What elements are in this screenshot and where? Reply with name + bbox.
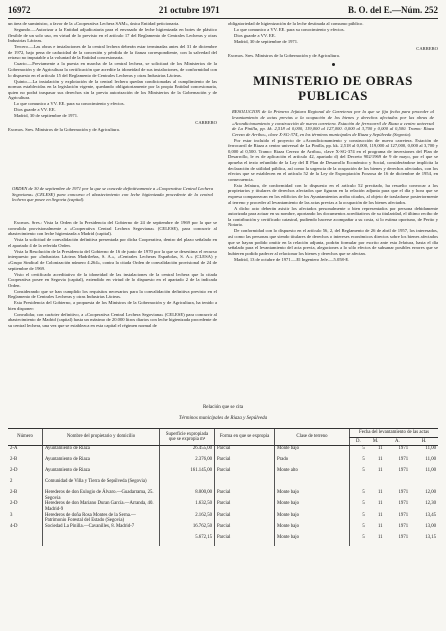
cell-forma: Parcial	[215, 524, 275, 535]
table-row	[8, 501, 438, 512]
cell-nombre: Herederos de don Eulogio de Álvaro.—Guadarrama, 25. Segovia	[43, 490, 160, 501]
paragraph: A dicho acto deberán asistir los afectados personalmente o bien representados por persona debidamente autorizada para actuar en su nombre, aportando los documentos acreditativos de su titularidad, el último recibo de la contribución y certificado catastral, pudiendo hacerse acompañar a su costa, si lo estima oportuno, de Perito y Notario.	[228, 205, 438, 228]
ministry-heading: MINISTERIO DE OBRAS PUBLICAS	[253, 73, 413, 104]
paragraph: Vista la solicitud de convalidación definitiva presentada por dicha Cooperativa, dentro del plazo señalado en el apartado 4 de la referida Orden.	[8, 237, 217, 248]
cell-forma	[215, 479, 275, 490]
cell-m: 11	[377, 457, 383, 463]
cell-forma: Parcial	[215, 535, 275, 546]
signature: CARRERO	[195, 119, 217, 125]
cell-superficie: 2.376,00	[160, 457, 215, 468]
cell-numero: 4-D	[10, 523, 18, 529]
cell-d: 5	[350, 490, 367, 501]
cell-clase: Monte alto	[275, 468, 350, 479]
col-header-a: A.	[385, 437, 411, 446]
cell-h: 13,15	[425, 534, 436, 540]
paragraph: Lo que comunico a VV. EE. para su conocimiento y efectos.	[234, 26, 345, 32]
table-body	[8, 446, 438, 546]
paragraph: Visto el certificado acreditativo de la idoneidad de las instalaciones de la central lechera que la citada Cooperativa posee en Segovia (capital), extendido en virtud de lo dispuesto en el apartado 2 de la indicada Orden.	[8, 271, 217, 288]
signature: CARRERO	[416, 45, 438, 51]
cell-d: 5	[350, 457, 367, 468]
cell-forma: Parcial	[215, 446, 275, 458]
table-row	[8, 457, 438, 468]
cell-m: 11	[377, 446, 383, 452]
paragraph: Por estar incluido el proyecto de «Acondicionamiento y construcción de nueva carretera. Estación de ferrocarril de Riaza a centro universal de La Pinilla, pp. kk. 2,518 al 0,000, 119,000 al 127,000, 0,000 al 3,700 y 0,000 al 0,500. Tramo: Riaza Cerezo de Arriba», clave X-SG-374 en el programa de inversiones del Plan de Desarrollo, le es de aplicación el artículo 42, apartado d) del Decreto 902/1969 de 9 de mayo, por el que se aprueba el texto refundido de la Ley del II Plan de Desarrollo Económico y Social, considerándose implícita la declaración de utilidad pública, así como la urgencia de la ocupación de los bienes y derechos afectados, con los efectos que se establecen en el artículo 52 de la Ley de Expropiación Forzosa de 16 de diciembre de 1954, en consecuencia.	[228, 137, 438, 182]
cell-h: 13,00	[425, 523, 436, 529]
paragraph: Tercero.—Las obras e instalaciones de la central lechera deberán estar terminadas antes del 31 de diciembre de 1972, bajo pena de caducidad de la concesión y pérdida de la fianza correspondiente, con la salvedad del retraso no imputable a la voluntad de la Entidad concesionaria.	[8, 44, 217, 61]
cell-superficie	[160, 479, 215, 490]
cell-h: 11,00	[425, 457, 436, 463]
paragraph: Excmos. Sres.: Vista la Orden de la Presidencia del Gobierno de 24 de septiembre de 1969 por la que se convalida provisionalmente a «Cooperativa Central Lechera Segoviana» (CELESE), para concurrir al abastecimiento con leche higienizada a Madrid (capital).	[8, 220, 217, 237]
cell-m: 11	[377, 490, 383, 496]
cell-m: 11	[377, 468, 383, 474]
cell-m: 11	[377, 534, 383, 540]
paragraph: Convalidar, con carácter definitivo, a «Cooperativa Central Lechera Segoviana» (CELESE) para concurrir al abastecimiento de Madrid (capital) hasta un máximo de 20.000 litros diarios con leche higienizada procedente de su central lechera, una vez que se establezca en esta capital el régimen normal de	[8, 311, 217, 329]
table-row	[8, 446, 438, 458]
col-header-forma: Forma en que se expropia	[215, 429, 275, 446]
cell-superficie: 2.162,50	[160, 513, 215, 524]
paragraph: Dios guarde a VV. EE.	[234, 32, 276, 38]
cell-superficie: 8.000,00	[160, 490, 215, 501]
header-rule	[8, 18, 438, 19]
bullet-icon	[332, 63, 335, 66]
cell-clase: Monte bajo	[275, 446, 350, 458]
expropriation-table	[8, 428, 438, 546]
cell-clase: Monte bajo	[275, 501, 350, 512]
journal-issue: B. O. del E.—Núm. 252	[347, 5, 438, 15]
cell-numero: 2-A	[10, 446, 18, 452]
col-header-d: D.	[350, 437, 367, 446]
paragraph: Madrid, 30 de septiembre de 1971.	[14, 113, 79, 119]
col-header-nombre: Nombre del propietario y domicilio	[43, 429, 160, 446]
cell-h: 11,00	[425, 446, 436, 452]
cell-clase	[275, 479, 350, 490]
cell-d: 5	[350, 468, 367, 479]
cell-nombre	[43, 535, 160, 546]
table-row	[8, 513, 438, 524]
cell-superficie: 1.632,50	[160, 501, 215, 512]
cell-superficie: 161.145,00	[160, 468, 215, 479]
col-header-numero: Número	[8, 429, 43, 446]
cell-a: 1971	[398, 512, 409, 518]
cell-nombre: Comunidad de Villa y Tierra de Sepúlveda (Segovia)	[43, 479, 160, 490]
table-subcaption: Términos municipales de Riaza y Sepúlveda	[178, 416, 268, 421]
cell-numero: 2-D	[10, 501, 18, 507]
left-column-body	[8, 220, 217, 329]
table-caption: Relación que se cita	[202, 405, 244, 410]
cell-numero: 2-D	[10, 468, 18, 474]
paragraph: Considerando que se han cumplido los requisitos necesarios para la convalidación definitiva previsto en el Reglamento de Centrales Lecheras y otras Industrias Lácteas.	[8, 288, 217, 300]
cell-nombre: Ayuntamiento de Riaza	[43, 446, 160, 458]
paragraph: Vista la Resolución de la Presidencia del Gobierno de 16 de junio de 1970 por la que se desestima el recurso interpuesto por «Industrias Lácteas Madrileñas, S. A.», «Centrales Lecheras Españolas, S. A.» (CLESA) y «Grupo Sindical de Colonización número 4.264», contra la citada Orden de convalidación provisional de 24 de septiembre de 1969.	[8, 248, 217, 271]
col-header-h: H.	[410, 437, 438, 446]
cell-nombre: Ayuntamiento de Riaza	[43, 468, 160, 479]
addressee: Excmos. Sres. Ministros de la Gobernación y de Agricultura.	[228, 53, 340, 59]
cell-a	[385, 479, 411, 490]
cell-numero	[8, 535, 43, 546]
cell-d	[350, 479, 367, 490]
right-column	[228, 21, 438, 263]
cell-nombre: Herederos de don Mariano Duran García.—Arranda, 40. Madrid-9	[43, 501, 160, 512]
cell-nombre: Sociedad La Pinilla.—Cavanilles, 8. Madrid-7	[43, 524, 160, 535]
cell-clase: Monte bajo	[275, 535, 350, 546]
cell-a: 1971	[398, 446, 409, 452]
cell-h: 11,00	[425, 468, 436, 474]
paragraph: un área de suministro, a favor de la «Cooperativa Lechera SAM», única Entidad peticionaria.	[8, 21, 180, 26]
cell-nombre: Ayuntamiento de Riaza	[43, 457, 160, 468]
addressee: Excmos. Sres. Ministros de la Gobernación y de Agricultura.	[8, 127, 120, 133]
left-column	[8, 21, 217, 133]
cell-clase: Prado	[275, 457, 350, 468]
cell-h	[410, 479, 438, 490]
paragraph: Cuarto.—Previamente a la puesta en marcha de la central lechera, se solicitará de los Ministerios de la Gobernación y de Agricultura la certificación que acredite la idoneidad de sus instalaciones, de conformidad con lo dispuesto en el artículo 15 del Reglamento de Centrales Lecheras y otras Industrias Lácteas.	[8, 61, 217, 78]
col-header-superficie: Superficie expropiada que se expropia m²	[160, 429, 215, 446]
cell-clase: Monte bajo	[275, 490, 350, 501]
cell-d: 5	[350, 535, 367, 546]
cell-a: 1971	[398, 523, 409, 529]
paragraph: Dios guarde a VV. EE.	[14, 107, 56, 113]
paragraph: Lo que comunico a VV. EE. para su conocimiento y efectos.	[14, 101, 125, 107]
cell-numero: 2-B	[10, 457, 18, 463]
table-row	[8, 535, 438, 546]
cell-numero: 3	[10, 512, 13, 518]
cell-clase: Monte bajo	[275, 513, 350, 524]
cell-d: 5	[350, 513, 367, 524]
paragraph: Esta Jefatura, de conformidad con lo dispuesto en el artículo 52 precitado, ha resuelto convocar a los propietarios y titulares de derechos afectados que figuran en la relación adjunta para que el día y hora que se expresa comparezcan en los edificios de los Ayuntamientos arriba citados, al objeto de trasladarse posteriormente al terreno y proceder al levantamiento de las actas previas a la ocupación de los bienes afectados.	[228, 182, 438, 205]
paragraph: Segundo.—Autorizar a la Entidad adjudicataria para el envasado de leche higienizada en botes de plástico flexible de un solo uso, en virtud de lo previsto en el artículo 17 del Reglamento de Centrales Lecheras y otras Industrias Lácteas.	[8, 26, 217, 44]
cell-a: 1971	[398, 490, 409, 496]
page-header	[8, 5, 438, 17]
cell-superficie: 5.672,15	[160, 535, 215, 546]
table-row	[8, 479, 438, 490]
cell-a: 1971	[398, 534, 409, 540]
cell-d: 5	[350, 524, 367, 535]
cell-h: 12,30	[425, 501, 436, 507]
paragraph: Madrid, 30 de septiembre de 1971.	[234, 38, 299, 44]
cell-superficie: 16.762,50	[160, 524, 215, 535]
cell-a: 1971	[398, 501, 409, 507]
order-title: ORDEN de 30 de septiembre de 1971 por la que se concede definitivamente a «Cooperativa Central Lechera Segoviana» (CELESE) para concurso el abastecimiento con leche higienizada procedente de la central lechera que posee en Segovia (capital).	[12, 186, 213, 203]
cell-forma: Parcial	[215, 490, 275, 501]
cell-forma: Parcial	[215, 513, 275, 524]
table-row	[8, 468, 438, 479]
cell-clase: Monte bajo	[275, 524, 350, 535]
resolution-title: RESOLUCION de la Primera Jefatura Regional de Carreteras por la que se fija fecha para proceder al levantamiento de actas previas a la ocupación de los bienes y derechos afectados por las obras de «Acondicionamiento y construcción de nueva carretera. Estación de ferrocarril de Riaza a centro universal de La Pinilla, pp. kk. 2,518 al 0,000, 119,000 al 127,000. 0,000 al 3,700 y 0,000 al 0,500. Tramo: Riaza Cerezo de Arriba», clave X-SG-374, en los términos municipales de Riaza y Sepúlveda (Segovia).	[232, 109, 434, 137]
paragraph: Madrid, 13 de octubre de 1971.—El Ingeniero Jefe.—5.058-E.	[234, 256, 350, 262]
cell-numero: 2-B	[10, 490, 18, 496]
table-row	[8, 524, 438, 535]
cell-d: 5	[350, 501, 367, 512]
cell-forma: Parcial	[215, 468, 275, 479]
paragraph: Esta Presidencia del Gobierno, a propuesta de los Ministros de la Gobernación y de Agricultura, ha tenido a bien disponer:	[8, 300, 217, 311]
paragraph: De conformidad con lo dispuesto en el artículo 56, 2, del Reglamento de 26 de abril de 1957, los interesados, así como las personas que siendo titulares de derechos o intereses económicos directos sobre los bienes afectados que se hayan podido omitir en la relación adjunta, podrán formular por escrito ante esta Jefatura, hasta el día señalado para el levantamiento del acta previa, alegaciones a lo sólo efectos de subsanar posibles errores que se hubieren podido padecer al relacionar los bienes y derechos que se afectan.	[228, 228, 438, 256]
cell-numero: 2	[10, 479, 13, 485]
cell-m: 11	[377, 512, 383, 518]
cell-a: 1971	[398, 457, 409, 463]
cell-forma: Parcial	[215, 501, 275, 512]
col-header-clase: Clase de terreno	[275, 429, 350, 446]
cell-m: 11	[377, 523, 383, 529]
issue-date: 21 octubre 1971	[158, 5, 220, 15]
paragraph: Quinto.—La instalación y explotación de la central lechera quedan condicionadas al cumplimiento de las normas establecidas en la legislación vigente, quedando obligatoriamente por la propia Entidad concesionaria, quien no podrá traspasar sus derechos sin la previa autorización de los Ministerios de la Gobernación y de Agricultura.	[8, 78, 217, 101]
cell-d: 5	[350, 446, 367, 458]
table-row	[8, 490, 438, 501]
cell-a: 1971	[398, 468, 409, 474]
cell-h: 13,45	[425, 512, 436, 518]
page-number: 16972	[8, 5, 31, 15]
col-header-fecha: Fecha del levantamiento de las actas	[350, 429, 439, 438]
cell-h: 12,00	[425, 490, 436, 496]
cell-m: 11	[377, 501, 383, 507]
cell-forma: Parcial	[215, 457, 275, 468]
cell-nombre: Herederos de doña Rosa Montes de la Serna.—Patrimonio Forestal del Estado (Segovia)	[43, 513, 160, 524]
col-header-m: M.	[367, 437, 385, 446]
cell-superficie: 26.455,00	[160, 446, 215, 458]
paragraph: obligatoriedad de higienización de la leche destinada al consumo público.	[228, 21, 364, 26]
cell-m	[367, 479, 385, 490]
